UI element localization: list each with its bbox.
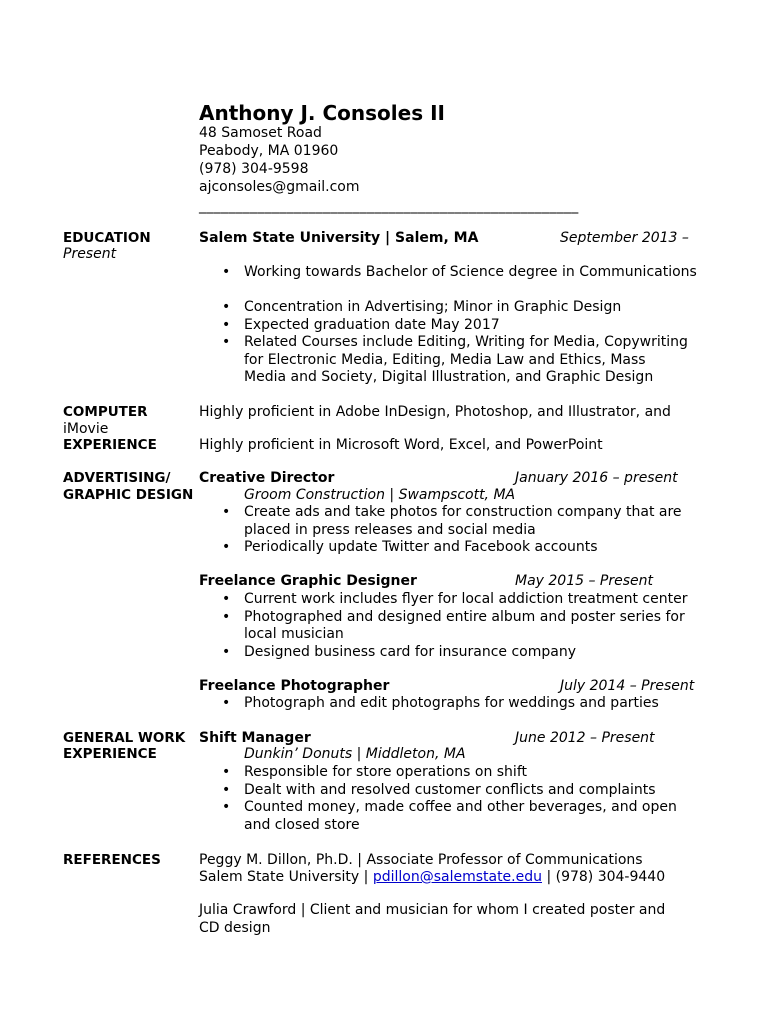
computer-skill-overflow: iMovie — [63, 421, 109, 437]
computer-skill-line-2: Highly proficient in Microsoft Word, Excel, and PowerPoint — [199, 437, 603, 453]
education-bullet-list-1 — [222, 264, 702, 282]
reference-1-phone: | (978) 304-9440 — [542, 869, 666, 885]
reference-2: Julia Crawford | Client and musician for whom I created poster and CD design — [199, 902, 666, 936]
list-item: • Periodically update Twitter and Facebook accounts — [222, 539, 688, 557]
job-bullet-list — [222, 591, 688, 661]
email-address: ajconsoles@gmail.com — [199, 179, 360, 195]
reference-1-line-1: Peggy M. Dillon, Ph.D. | Associate Professor of Communications — [199, 852, 643, 868]
list-item: • Create ads and take photos for construction company that are placed in press releases and social media — [222, 504, 688, 539]
experience-label: EXPERIENCE — [63, 437, 157, 453]
list-item: • Photographed and designed entire album and poster series for local musician — [222, 609, 688, 644]
graphic-design-label: GRAPHIC DESIGN — [63, 487, 194, 503]
list-item: • Concentration in Advertising; Minor in Graphic Design — [222, 299, 688, 317]
job-title: Freelance Photographer — [199, 678, 390, 694]
resume-name: Anthony J. Consoles II — [199, 101, 445, 125]
list-item: • Current work includes flyer for local addiction treatment center — [222, 591, 688, 609]
job-bullet-list — [222, 764, 707, 834]
education-school: Salem State University | Salem, MA — [199, 230, 479, 246]
job-date: May 2015 – Present — [515, 573, 654, 589]
job-title: Shift Manager — [199, 730, 311, 746]
general-experience-label: EXPERIENCE — [63, 746, 157, 762]
job-bullet-list — [222, 695, 702, 713]
list-item: • Designed business card for insurance company — [222, 644, 688, 662]
references-label: REFERENCES — [63, 852, 161, 868]
list-item: • Photograph and edit photographs for weddings and parties — [222, 695, 702, 713]
computer-label: COMPUTER — [63, 404, 148, 420]
job-organization: Dunkin’ Donuts | Middleton, MA — [244, 746, 466, 762]
list-item: • Working towards Bachelor of Science degree in Communications — [222, 264, 702, 282]
phone-number: (978) 304-9598 — [199, 161, 309, 177]
job-date: June 2012 – Present — [515, 730, 655, 746]
header-rule: ____________________________________________________ — [199, 198, 579, 214]
reference-1-email-link[interactable]: pdillon@salemstate.edu — [372, 869, 542, 885]
job-date: January 2016 – present — [515, 470, 678, 486]
computer-skill-line-1: Highly proficient in Adobe InDesign, Photoshop, and Illustrator, and — [199, 404, 671, 420]
education-bullet-list-2 — [222, 299, 688, 387]
address-line-1: 48 Samoset Road — [199, 125, 322, 141]
advertising-label: ADVERTISING/ — [63, 470, 171, 486]
education-date-overflow: Present — [63, 246, 117, 262]
list-item: • Expected graduation date May 2017 — [222, 317, 688, 335]
job-organization: Groom Construction | Swampscott, MA — [244, 487, 516, 503]
general-work-label: GENERAL WORK — [63, 730, 186, 746]
list-item: • Dealt with and resolved customer conflicts and complaints — [222, 782, 707, 800]
job-date: July 2014 – Present — [560, 678, 695, 694]
education-date: September 2013 – — [560, 230, 689, 246]
job-bullet-list — [222, 504, 688, 557]
reference-1-line-2 — [199, 869, 665, 887]
job-title: Creative Director — [199, 470, 335, 486]
list-item: • Responsible for store operations on shift — [222, 764, 707, 782]
reference-1-institution: Salem State University | — [199, 869, 373, 885]
education-label: EDUCATION — [63, 230, 151, 246]
list-item: • Related Courses include Editing, Writing for Media, Copywriting for Electronic Media, Editing, Media Law and Ethics, Mass Media and Society, Digital Illustration, and Graphic Design — [222, 334, 688, 387]
address-line-2: Peabody, MA 01960 — [199, 143, 339, 159]
job-title: Freelance Graphic Designer — [199, 573, 417, 589]
list-item: • Counted money, made coffee and other beverages, and open and closed store — [222, 799, 707, 834]
